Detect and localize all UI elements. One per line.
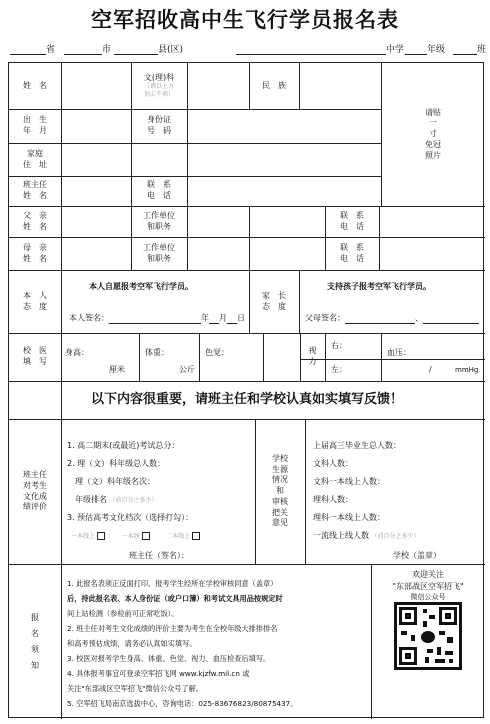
stream-hint-2: 划去不填） — [143, 91, 174, 99]
height-label: 身高： — [65, 348, 89, 357]
school-doctor-label-1: 校 医 — [23, 346, 47, 356]
note-line-3: 间上站检测（参检前可正常吃饭）。 — [67, 609, 179, 618]
mother-label-1: 母 亲 — [23, 242, 47, 252]
notes-label-2: 名 — [31, 628, 39, 638]
school-doctor-label-2: 填 写 — [23, 357, 47, 366]
vision-label — [300, 333, 325, 381]
school-label-4: 和 — [276, 486, 284, 496]
self-attitude-label-1: 本 人 — [23, 290, 47, 300]
mother-work-label — [131, 237, 187, 270]
wechat-account-2: 微信公众号 — [410, 593, 446, 602]
school-review-label — [255, 419, 305, 564]
birth-label-1: 出 生 — [23, 115, 47, 125]
birth-label — [9, 109, 61, 143]
eval-label-4: 绩评价 — [23, 502, 47, 512]
address-label — [9, 143, 61, 176]
photo-text-4: 免冠 — [425, 139, 441, 149]
name-label: 姓 名 — [23, 80, 47, 90]
father-work-label — [131, 206, 187, 237]
id-card-label — [131, 109, 187, 143]
eval-label-2: 对考生 — [23, 480, 47, 490]
mother-phone-label — [325, 237, 379, 270]
note-line-7: 4. 具体报考事宜可登录空军招飞网 www.kjzfw.mil.cn 或 — [67, 669, 250, 678]
application-form — [8, 62, 484, 718]
mother-phone-field[interactable] — [379, 237, 485, 270]
bp-slash: / — [429, 365, 432, 374]
stream-hint-1: （请以上方 — [143, 83, 174, 91]
note-line-1: 1. 此报名表须正反面打印，报考学生经所在学校审核同意（盖章） — [67, 579, 278, 588]
school-item-6-hint: （前百分之多少） — [371, 533, 420, 540]
grade-blank[interactable] — [405, 44, 427, 55]
county-blank[interactable] — [114, 44, 158, 55]
school-item-5[interactable]: 理科一本线上人数： — [313, 513, 385, 522]
father-phone-label — [325, 206, 379, 237]
school-label-1: 学校 — [272, 453, 288, 463]
photo-text-3: 寸 — [429, 129, 437, 139]
blood-pressure-label: 血压： — [387, 348, 411, 357]
father-phone-label-1: 联 系 — [340, 210, 364, 220]
self-attitude-label-2: 态 度 — [23, 301, 47, 311]
mother-phone-label-1: 联 系 — [340, 242, 364, 252]
eval-item-1[interactable]: 1. 高二期末(或最近)考试总分： — [67, 441, 180, 450]
teacher-phone-label-1: 联 系 — [147, 180, 171, 190]
province-label: 省 — [46, 45, 56, 55]
notes-label-3: 须 — [31, 644, 39, 654]
father-label — [9, 206, 61, 237]
note-line-5: 和高考预估成绩，请务必认真如实填写。 — [67, 639, 197, 648]
weight-label: 体重： — [145, 348, 169, 357]
father-work-label-1: 工作单位 — [143, 210, 175, 220]
class-label: 班 — [477, 45, 487, 55]
tier-checkbox-2[interactable] — [142, 532, 150, 540]
parent-attitude-label-2: 态 度 — [262, 301, 286, 311]
vision-label-2: 力 — [308, 357, 317, 366]
wechat-account: "东部战区空军招飞" — [392, 581, 464, 591]
rank-label: 年级排名 — [75, 495, 107, 504]
note-line-8: 关注"东部战区空军招飞"微信公众号了解。 — [67, 684, 203, 693]
name-field[interactable] — [61, 63, 131, 109]
school-item-3[interactable]: 文科一本线上人数： — [313, 477, 385, 486]
parent-attitude-label-1: 家 长 — [262, 290, 286, 300]
bp-unit: mmHg — [455, 366, 479, 374]
father-label-1: 父 亲 — [23, 210, 47, 220]
self-attitude-label — [9, 270, 61, 333]
parent-signature[interactable]: 父母签名： 、 — [305, 313, 479, 324]
parent-attitude-label — [249, 270, 299, 333]
photo-text-5: 照片 — [425, 150, 441, 160]
birth-label-2: 年 月 — [23, 126, 47, 135]
eval-item-2c[interactable] — [75, 495, 158, 505]
parent-attitude-text: 支持孩子报考空军飞行学员。 — [327, 282, 431, 291]
stream-field[interactable] — [187, 63, 249, 109]
stream-cell[interactable] — [131, 63, 187, 109]
notes-label-4: 知 — [31, 660, 39, 670]
city-blank[interactable] — [64, 44, 102, 55]
note-line-9: 5. 空军招飞局南京选拔中心，咨询电话：025-83676823/80875437。 — [67, 699, 298, 708]
father-work-label-2: 和职务 — [147, 221, 171, 231]
stream-label: 文(理)科 — [143, 72, 175, 82]
father-phone-label-2: 电 话 — [340, 221, 364, 231]
rank-hint: （前百分之多少） — [109, 497, 158, 504]
eval-label-1: 班主任 — [23, 469, 47, 479]
school-item-6[interactable] — [313, 531, 420, 541]
father-phone-field[interactable] — [379, 206, 485, 237]
applicant-location-line — [10, 42, 488, 58]
school-doctor-label — [9, 333, 61, 381]
note-line-4: 2. 班主任对考生文化成绩的评价主要为考生在全校年级大排排排名 — [67, 624, 278, 633]
address-label-2: 住 址 — [23, 159, 47, 169]
day-label: 日 — [237, 313, 245, 323]
city-label: 市 — [102, 45, 112, 55]
wechat-qr-code[interactable] — [394, 602, 462, 670]
tier-option-2: 一本线 — [121, 533, 140, 540]
mother-label — [9, 237, 61, 270]
follow-text: 欢迎关注 — [412, 569, 444, 579]
id-card-label-1: 身份证 — [147, 115, 171, 125]
eval-item-2[interactable]: 2. 理（文）科年级总人数： — [67, 459, 166, 468]
photo-text-2: 一 — [429, 118, 437, 128]
tier-options — [71, 531, 200, 541]
province-blank[interactable] — [10, 44, 46, 55]
self-attitude-text: 本人自愿报考空军飞行学员。 — [89, 282, 193, 291]
teacher-phone-label — [131, 176, 187, 206]
school-label-6: 把关 — [272, 507, 288, 517]
year-label: 年 — [201, 313, 209, 323]
height-unit: 厘米 — [109, 365, 125, 374]
weight-unit: 公斤 — [179, 365, 195, 374]
father-name-field[interactable] — [61, 206, 131, 237]
mother-name-field[interactable] — [61, 237, 131, 270]
self-signature[interactable] — [69, 313, 245, 324]
id-card-label-2: 号 码 — [147, 126, 171, 135]
grade-label: 年级 — [427, 45, 446, 55]
ethnicity-field[interactable] — [299, 63, 381, 109]
teacher-label-2: 姓 名 — [23, 191, 47, 200]
school-item-6-label: 一流线上线人数 — [313, 531, 369, 540]
school-label-3: 情况 — [272, 475, 288, 485]
father-work-field[interactable] — [187, 206, 325, 237]
school-item-4[interactable]: 理科人数： — [313, 495, 353, 504]
county-label: 县(区) — [158, 45, 184, 55]
teacher-phone-label-2: 电 话 — [147, 191, 171, 200]
school-label-7: 意见 — [272, 518, 288, 528]
notes-label-1: 报 — [31, 612, 39, 622]
school-label: 中学 — [386, 45, 405, 55]
address-field[interactable] — [61, 143, 381, 176]
mother-work-field[interactable] — [187, 237, 325, 270]
self-sign-label: 本人签名： — [69, 313, 109, 323]
ethnicity-label: 民 族 — [262, 80, 286, 90]
tier-option-3: 二本线上 — [166, 533, 191, 540]
address-label-1: 家庭 — [27, 148, 43, 158]
right-eye-label: 右： — [331, 341, 347, 350]
teacher-label — [9, 176, 61, 206]
father-label-2: 姓 名 — [23, 221, 47, 231]
school-item-2[interactable]: 文科人数： — [313, 459, 353, 468]
eval-item-3: 3. 预估高考文化档次（选择打勾）： — [67, 513, 194, 522]
page-title: 空军招收高中生飞行学员报名表 — [91, 8, 399, 32]
photo-text-1: 请贴 — [425, 107, 441, 117]
mother-work-label-1: 工作单位 — [143, 242, 175, 252]
school-label-5: 审核 — [272, 496, 288, 506]
tier-checkbox-3[interactable] — [192, 532, 200, 540]
mother-work-label-2: 和职务 — [147, 253, 171, 263]
left-eye-label: 左： — [331, 365, 347, 374]
teacher-field[interactable] — [61, 176, 131, 206]
eval-label-3: 文化成 — [23, 491, 47, 501]
month-label: 月 — [219, 313, 227, 323]
photo-box[interactable] — [381, 63, 485, 206]
school-item-1[interactable]: 上届高三毕业生总人数： — [313, 441, 401, 450]
class-blank[interactable] — [453, 44, 477, 55]
teacher-label-1: 班主任 — [23, 180, 47, 190]
id-card-field[interactable] — [187, 109, 381, 143]
tier-checkbox-1[interactable] — [97, 532, 105, 540]
school-seal[interactable]: 学校（盖章） — [393, 551, 441, 560]
school-label-2: 生源 — [272, 464, 288, 474]
teacher-evaluation-label — [9, 419, 61, 564]
important-notice: 以下内容很重要，请班主任和学校认真如实填写反馈！ — [90, 392, 403, 408]
color-vision-label: 色觉： — [205, 348, 229, 357]
teacher-signature[interactable]: 班主任（签名）： — [129, 551, 189, 560]
mother-label-2: 姓 名 — [23, 253, 47, 263]
note-line-6: 3. 校医对报考学生身高、体重、色觉、视力、血压检查后填写。 — [67, 654, 271, 663]
birth-field[interactable] — [61, 109, 131, 143]
mother-phone-label-2: 电 话 — [340, 253, 364, 263]
note-line-2: 后，持此报名表、本人身份证（或户口簿）和考试文具用品按规定时 — [67, 594, 283, 603]
parent-sign-label: 父母签名： — [305, 313, 345, 323]
notes-label — [9, 564, 61, 719]
school-blank[interactable] — [236, 44, 386, 55]
eval-item-2b[interactable]: 理（文）科年级名次： — [75, 477, 155, 486]
teacher-phone-field[interactable] — [187, 176, 381, 206]
vision-label-1: 视 — [308, 346, 317, 356]
tier-option-1: 一本线上 — [71, 533, 96, 540]
